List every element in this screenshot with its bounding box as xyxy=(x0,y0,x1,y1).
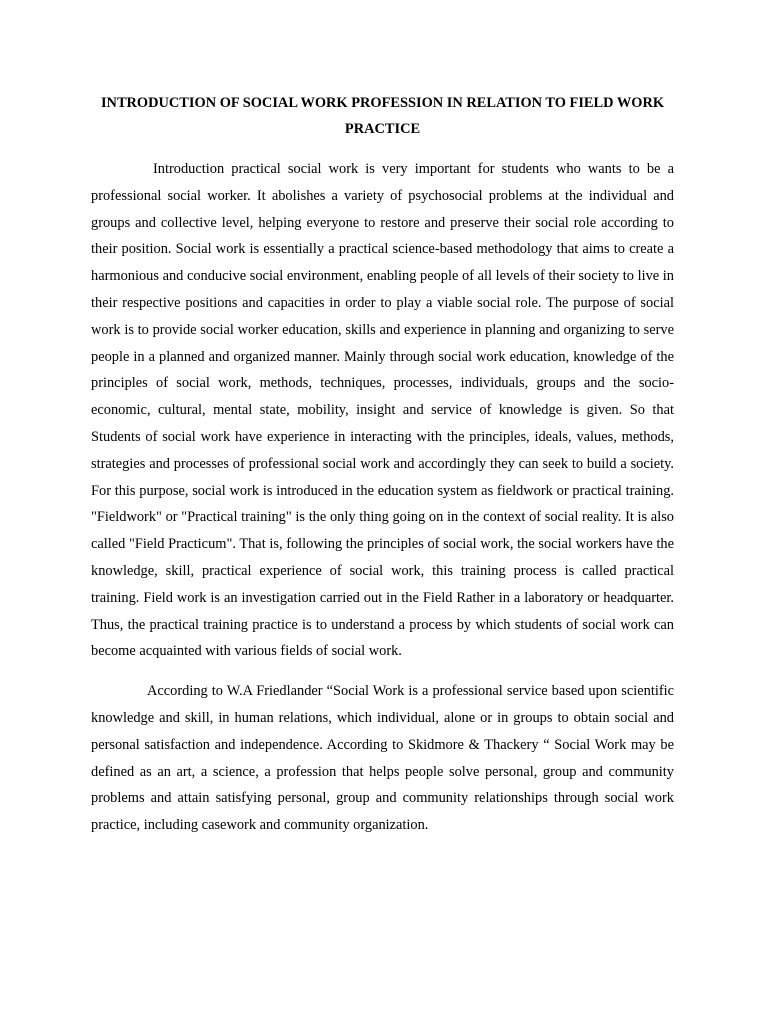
document-body xyxy=(91,90,674,839)
paragraph-introduction: Introduction practical social work is very important for students who wants to be a professional social worker. It abolishes a variety of psychosocial problems at the individual and groups and collective level, helping everyone to restore and preserve their social role according to their position. Social work is essentially a practical science-based methodology that aims to create a harmonious and conducive social environment, enabling people of all levels of their society to live in their respective positions and capacities in order to play a viable social role. The purpose of social work is to provide social worker education, skills and experience in planning and organizing to serve people in a planned and organized manner. Mainly through social work education, knowledge of the principles of social work, methods, techniques, processes, individuals, groups and the socio-economic, cultural, mental state, mobility, insight and service of knowledge is given. So that Students of social work have experience in interacting with the principles, ideals, values, methods, strategies and processes of professional social work and accordingly they can seek to build a society. For this purpose, social work is introduced in the education system as fieldwork or practical training. "Fieldwork" or "Practical training" is the only thing going on in the context of social reality. It is also called "Field Practicum". That is, following the principles of social work, the social workers have the knowledge, skill, practical experience of social work, this training process is called practical training. Field work is an investigation carried out in the Field Rather in a laboratory or headquarter. Thus, the practical training practice is to understand a process by which students of social work can become acquainted with various fields of social work. xyxy=(91,161,674,660)
document-title: INTRODUCTION OF SOCIAL WORK PROFESSION IN RELATION TO FIELD WORK PRACTICE xyxy=(100,95,665,137)
paragraph-definitions: According to W.A Friedlander “Social Work is a professional service based upon scientific knowledge and skill, in human relations, which individual, alone or in groups to obtain social and personal satisfaction and independence. According to Skidmore & Thackery “ Social Work may be defined as an art, a science, a profession that helps people solve personal, group and community problems and attain satisfying personal, group and community relationships through social work practice, including casework and community organization. xyxy=(91,683,674,834)
